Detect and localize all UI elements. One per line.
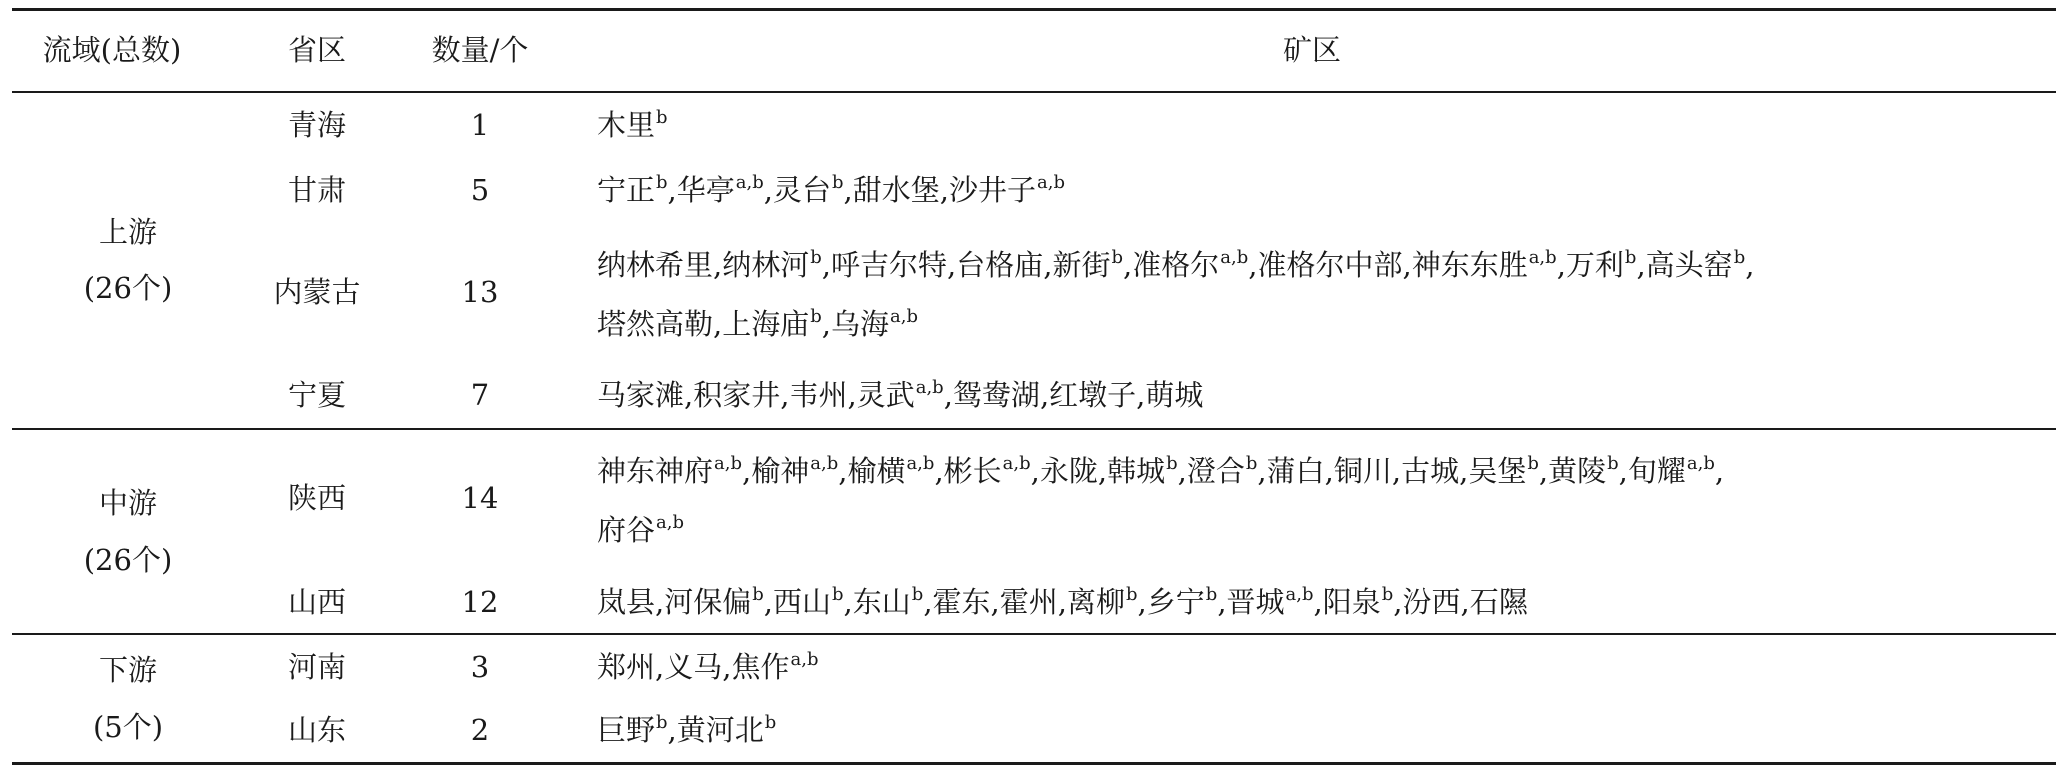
mine-name <box>597 108 668 142</box>
mine-note: b <box>832 584 844 605</box>
separator: , <box>1636 248 1646 282</box>
separator: , <box>1123 248 1133 282</box>
mine-note: b <box>1381 584 1394 605</box>
mine-name <box>831 307 918 341</box>
mine-name <box>1470 585 1528 619</box>
mine-note: b <box>1624 247 1637 268</box>
mine-note: a,b <box>714 453 742 474</box>
mine-label: 霍东 <box>932 585 991 619</box>
mines-cell <box>597 365 1203 430</box>
separator: , <box>838 454 848 488</box>
mine-label: 上海庙 <box>722 307 810 341</box>
mine-name <box>1000 585 1058 619</box>
mine-name <box>1403 585 1461 619</box>
mine-label: 呼吉尔特 <box>831 248 948 282</box>
mine-note: a,b <box>906 453 935 474</box>
separator: , <box>821 307 831 341</box>
mine-name <box>949 173 1065 207</box>
mines-cell <box>597 637 818 702</box>
separator: , <box>1248 248 1258 282</box>
mine-name <box>597 248 713 282</box>
mine-name <box>597 713 668 747</box>
mine-note: a,b <box>1686 453 1715 474</box>
mine-label: 木里 <box>597 108 656 142</box>
mine-note: b <box>832 172 844 193</box>
mine-note: a,b <box>1220 247 1249 268</box>
mine-name <box>597 173 668 207</box>
mine-label: 韦州 <box>789 378 848 412</box>
mines-cell <box>597 160 1065 225</box>
header-count: 数量/个 <box>431 33 529 67</box>
separator: , <box>1391 454 1402 488</box>
mine-name <box>597 307 713 341</box>
mine-label: 义马 <box>664 650 723 684</box>
mine-note: a,b <box>810 453 839 474</box>
mine-note: a,b <box>1037 172 1065 193</box>
count-cell: 12 <box>461 585 499 619</box>
mine-name <box>944 454 1031 488</box>
mine-label: 鸳鸯湖 <box>952 378 1040 412</box>
mine-name <box>1227 585 1314 619</box>
separator: , <box>713 307 723 341</box>
mine-name <box>1052 248 1123 282</box>
mine-note: b <box>1166 453 1178 474</box>
mine-label: 石隰 <box>1469 585 1528 619</box>
province-cell: 内蒙古 <box>273 275 361 309</box>
mine-label: 纳林河 <box>722 248 810 282</box>
count-cell: 3 <box>470 650 490 684</box>
mine-note: b <box>810 306 822 327</box>
separator: , <box>923 585 933 619</box>
mine-name <box>597 378 684 412</box>
mine-name <box>693 378 780 412</box>
basin-total: (5个) <box>92 710 164 744</box>
separator: , <box>1057 585 1067 619</box>
mine-name <box>1566 248 1637 282</box>
mine-label: 岚县 <box>597 585 656 619</box>
count-cell: 13 <box>461 275 499 309</box>
separator: , <box>847 378 857 412</box>
mine-name <box>773 585 844 619</box>
separator: , <box>843 585 853 619</box>
header-province: 省区 <box>287 33 347 67</box>
basin-name: 上游 <box>98 215 158 249</box>
separator: , <box>1313 585 1323 619</box>
mine-label: 河保偏 <box>664 585 752 619</box>
mine-label: 神东神府 <box>597 454 714 488</box>
mine-name <box>789 378 847 412</box>
mines-cell-line2 <box>597 294 918 359</box>
mine-name <box>956 248 1043 282</box>
mine-note: a,b <box>735 172 764 193</box>
mine-name <box>857 378 944 412</box>
mine-name <box>597 650 655 684</box>
mine-note: b <box>1733 247 1746 268</box>
mine-label: 永陇 <box>1039 454 1098 488</box>
mine-name <box>664 650 722 684</box>
mine-note: a,b <box>1528 247 1557 268</box>
separator: , <box>1538 454 1549 488</box>
separator: , <box>1618 454 1628 488</box>
separator: , <box>780 378 790 412</box>
count-cell: 14 <box>461 481 499 515</box>
mine-note: b <box>1126 584 1138 605</box>
separator: , <box>1402 248 1412 282</box>
mine-name <box>1147 585 1218 619</box>
separator: , <box>713 248 723 282</box>
count-cell: 2 <box>470 713 490 747</box>
mine-name <box>1049 378 1136 412</box>
mine-note: b <box>1111 247 1124 268</box>
mine-name <box>1132 248 1248 282</box>
mine-note: b <box>810 247 822 268</box>
separator: , <box>1039 378 1050 412</box>
mine-label: 灵台 <box>772 173 831 207</box>
province-cell: 山西 <box>287 585 347 619</box>
province-cell: 河南 <box>287 650 347 684</box>
mine-label: 纳林希里 <box>597 248 714 282</box>
mine-note: a,b <box>656 512 684 533</box>
separator: , <box>1257 454 1267 488</box>
mine-name <box>677 713 777 747</box>
separator: , <box>934 454 944 488</box>
mine-label: 神东东胜 <box>1411 248 1528 282</box>
mine-label: 新街 <box>1052 248 1111 282</box>
mine-label: 东山 <box>852 585 911 619</box>
mine-label: 霍州 <box>999 585 1058 619</box>
mine-label: 榆神 <box>751 454 810 488</box>
mine-label: 灵武 <box>856 378 915 412</box>
header-basin: 流域(总数) <box>42 33 182 67</box>
mine-name <box>933 585 991 619</box>
mine-name <box>853 173 940 207</box>
separator: , <box>1556 248 1566 282</box>
mine-label: 塔然高勒 <box>597 307 714 341</box>
separator: , <box>655 650 665 684</box>
mine-note: b <box>1607 453 1619 474</box>
separator: , <box>990 585 1000 619</box>
mine-label: 焦作 <box>731 650 790 684</box>
mine-note: a,b <box>1285 584 1314 605</box>
mine-label: 汾西 <box>1402 585 1461 619</box>
mine-note: b <box>911 584 924 605</box>
mine-name <box>1548 454 1619 488</box>
mine-label: 蒲白 <box>1266 454 1325 488</box>
province-cell: 陕西 <box>287 481 347 515</box>
separator: , <box>1745 248 1755 282</box>
mine-name <box>597 585 655 619</box>
separator: , <box>763 173 773 207</box>
separator: , <box>1393 585 1403 619</box>
mine-label: 郑州 <box>597 650 656 684</box>
mine-label: 澄合 <box>1186 454 1245 488</box>
mine-name <box>1107 454 1178 488</box>
separator: , <box>742 454 752 488</box>
separator: , <box>763 585 773 619</box>
mine-name <box>853 585 924 619</box>
mine-name <box>1323 585 1394 619</box>
mine-label: 沙井子 <box>948 173 1036 207</box>
mine-name <box>1412 248 1557 282</box>
mine-name <box>1334 454 1392 488</box>
separator: , <box>722 650 732 684</box>
mine-note: b <box>764 712 777 733</box>
mine-name <box>1067 585 1138 619</box>
mine-label: 榆横 <box>847 454 906 488</box>
separator: , <box>843 173 853 207</box>
mine-name <box>953 378 1040 412</box>
mine-label: 离柳 <box>1067 585 1126 619</box>
mine-label: 台格庙 <box>956 248 1044 282</box>
mine-note: b <box>656 107 668 128</box>
mines-cell-line2 <box>597 500 684 565</box>
separator: , <box>947 248 957 282</box>
mine-label: 府谷 <box>597 513 656 547</box>
mine-name <box>1628 454 1715 488</box>
separator: , <box>821 248 831 282</box>
basin-name: 下游 <box>98 653 158 687</box>
mine-name <box>597 513 684 547</box>
mine-note: a,b <box>1002 453 1031 474</box>
mine-label: 旬耀 <box>1627 454 1686 488</box>
province-cell: 甘肃 <box>287 173 347 207</box>
separator: , <box>1714 454 1725 488</box>
mine-note: a,b <box>890 306 918 327</box>
separator: , <box>1097 454 1108 488</box>
mine-name <box>597 454 742 488</box>
mine-label: 甜水堡 <box>852 173 940 207</box>
mine-name <box>731 650 818 684</box>
mine-note: b <box>1527 453 1539 474</box>
mine-note: b <box>1205 584 1218 605</box>
mines-cell-line1 <box>597 441 1724 506</box>
mine-label: 古城 <box>1401 454 1460 488</box>
mine-name <box>664 585 764 619</box>
count-cell: 5 <box>470 173 490 207</box>
separator: , <box>667 713 677 747</box>
mine-label: 准格尔中部 <box>1257 248 1403 282</box>
separator: , <box>943 378 953 412</box>
mine-note: b <box>1245 453 1258 474</box>
mine-name <box>1646 248 1746 282</box>
mine-label: 乌海 <box>831 307 890 341</box>
mine-label: 阳泉 <box>1322 585 1381 619</box>
separator: , <box>1217 585 1227 619</box>
mining-area-table <box>12 0 2056 768</box>
mine-label: 高头窑 <box>1645 248 1733 282</box>
mine-note: a,b <box>790 649 819 670</box>
separator: , <box>1030 454 1040 488</box>
mines-cell <box>597 700 776 765</box>
mine-note: b <box>656 712 668 733</box>
mine-note: b <box>752 584 764 605</box>
separator: , <box>1460 585 1470 619</box>
mine-name <box>1145 378 1203 412</box>
mine-note: b <box>656 172 668 193</box>
province-cell: 宁夏 <box>287 378 347 412</box>
mine-label: 红墩子 <box>1049 378 1137 412</box>
mine-label: 华亭 <box>676 173 735 207</box>
basin-name: 中游 <box>98 486 158 520</box>
mine-label: 黄陵 <box>1548 454 1607 488</box>
mine-label: 彬长 <box>943 454 1002 488</box>
header-rule <box>12 91 2056 93</box>
mine-name <box>722 307 822 341</box>
mine-label: 宁正 <box>597 173 656 207</box>
mine-name <box>677 173 764 207</box>
mine-name <box>722 248 822 282</box>
separator: , <box>1324 454 1334 488</box>
separator: , <box>939 173 949 207</box>
mines-cell <box>597 572 1528 637</box>
mine-name <box>1187 454 1258 488</box>
separator: , <box>667 173 677 207</box>
mine-name <box>1468 454 1539 488</box>
mine-label: 韩城 <box>1107 454 1166 488</box>
basin-total: (26个) <box>83 543 173 577</box>
mine-label: 萌城 <box>1145 378 1204 412</box>
mine-label: 黄河北 <box>676 713 764 747</box>
separator: , <box>1136 378 1146 412</box>
bottom-rule <box>12 762 2056 765</box>
mines-cell <box>597 95 668 160</box>
mine-label: 西山 <box>773 585 832 619</box>
mine-name <box>831 248 947 282</box>
mine-label: 晋城 <box>1226 585 1285 619</box>
mine-note: a,b <box>915 377 944 398</box>
mines-cell-line1 <box>597 235 1754 300</box>
mine-label: 万利 <box>1565 248 1624 282</box>
mine-name <box>1401 454 1459 488</box>
separator: , <box>1043 248 1053 282</box>
mine-label: 积家井 <box>693 378 781 412</box>
mine-name <box>1040 454 1098 488</box>
mine-name <box>751 454 838 488</box>
province-cell: 山东 <box>287 713 347 747</box>
mine-name <box>1267 454 1325 488</box>
separator: , <box>1177 454 1187 488</box>
basin-total: (26个) <box>83 271 173 305</box>
top-rule <box>12 8 2056 11</box>
mine-label: 吴堡 <box>1468 454 1527 488</box>
separator: , <box>684 378 694 412</box>
mine-label: 铜川 <box>1333 454 1392 488</box>
mine-name <box>773 173 844 207</box>
province-cell: 青海 <box>287 108 347 142</box>
separator: , <box>655 585 665 619</box>
separator: , <box>1459 454 1469 488</box>
mine-label: 马家滩 <box>597 378 685 412</box>
mine-name <box>1257 248 1402 282</box>
mine-label: 巨野 <box>597 713 656 747</box>
mine-name <box>847 454 934 488</box>
mine-label: 准格尔 <box>1132 248 1220 282</box>
count-cell: 7 <box>470 378 490 412</box>
separator: , <box>1137 585 1147 619</box>
mine-label: 乡宁 <box>1146 585 1205 619</box>
count-cell: 1 <box>470 108 490 142</box>
header-mines: 矿区 <box>1282 33 1342 67</box>
